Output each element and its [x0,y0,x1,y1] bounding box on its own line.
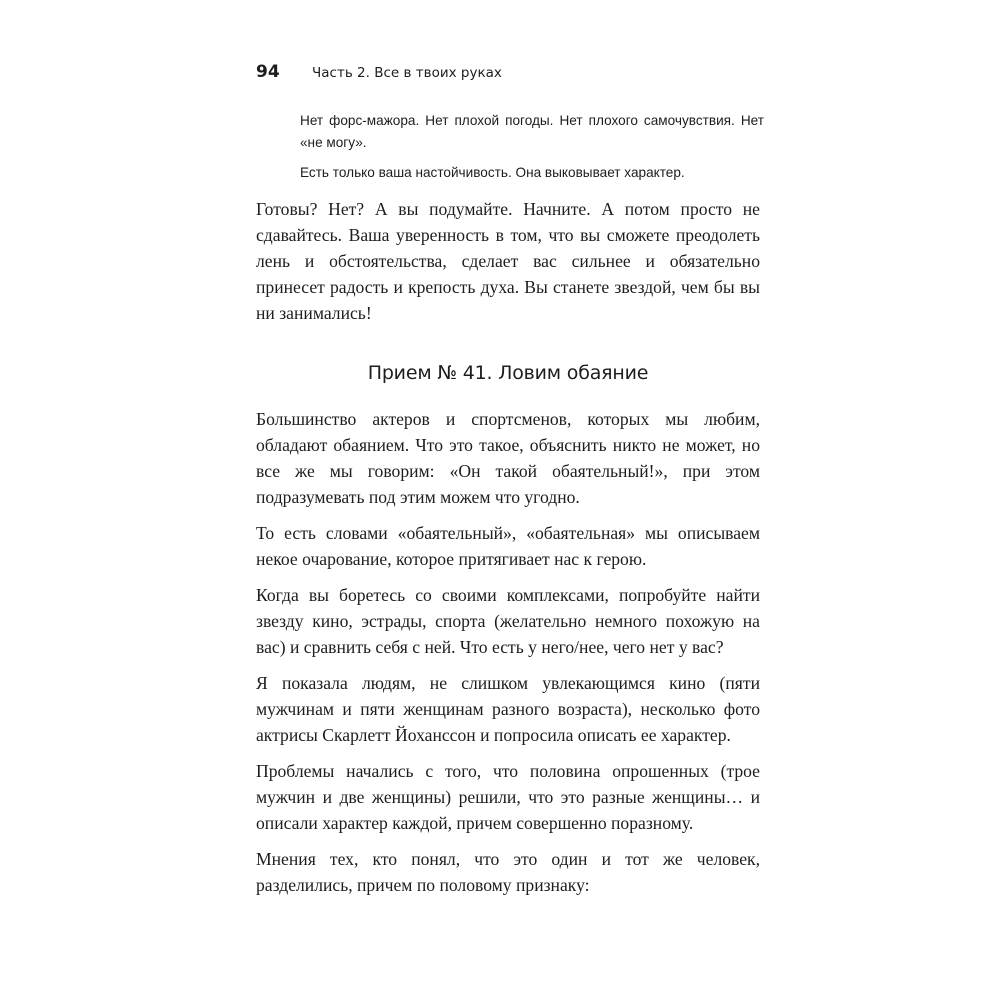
intro-paragraph: Готовы? Нет? А вы подумайте. Начните. А потом просто не сдавайтесь. Ваша уверенность в том, что вы сможете преодолеть лень и обстоятельства, сделает вас сильнее и обязательно принесет радость и крепость духа. Вы станете звездой, чем бы вы ни занимались! [256,199,760,323]
book-page [256,62,764,908]
intro-text [256,196,760,326]
highlighted-quote [300,110,764,184]
page-number: 94 [256,62,280,82]
paragraph: Когда вы боретесь со своими комплексами, попробуйте найти звезду кино, эстрады, спорта (желательно немного похожую на вас) и сравнить себя с ней. Что есть у него/нее, чего нет у вас? [256,585,760,657]
running-header [256,62,760,82]
paragraph: Большинство актеров и спортсменов, которых мы любим, обладают обаянием. Что это такое, объяснить никто не может, но все же мы говорим: «Он такой обаятельный!», при этом подразумевать под этим можем что угодно. [256,409,760,507]
quote-line: Есть только ваша настойчивость. Она выковывает характер. [300,165,685,180]
paragraph: Проблемы начались с того, что половина опрошенных (трое мужчин и две женщины) решили, что это разные женщины… и описали характер каждой, причем совершенно поразному. [256,761,760,833]
paragraph: Мнения тех, кто понял, что это один и тот же человек, разделились, причем по половому признаку: [256,849,760,895]
section-title: Часть 2. Все в твоих руках [312,65,502,81]
chapter-heading: Прием № 41. Ловим обаяние [367,362,649,384]
quote-line: Нет форс-мажора. Нет плохой погоды. Нет плохого самочувствия. Нет «не могу». [300,113,764,150]
paragraph: То есть словами «обаятельный», «обаятельная» мы описываем некое очарование, которое притягивает нас к герою. [256,523,760,569]
paragraph: Я показала людям, не слишком увлекающимся кино (пяти мужчинам и пяти женщинам разного возраста), несколько фото актрисы Скарлетт Йоханссон и попросила описать ее характер. [256,673,760,745]
main-text [256,406,760,898]
